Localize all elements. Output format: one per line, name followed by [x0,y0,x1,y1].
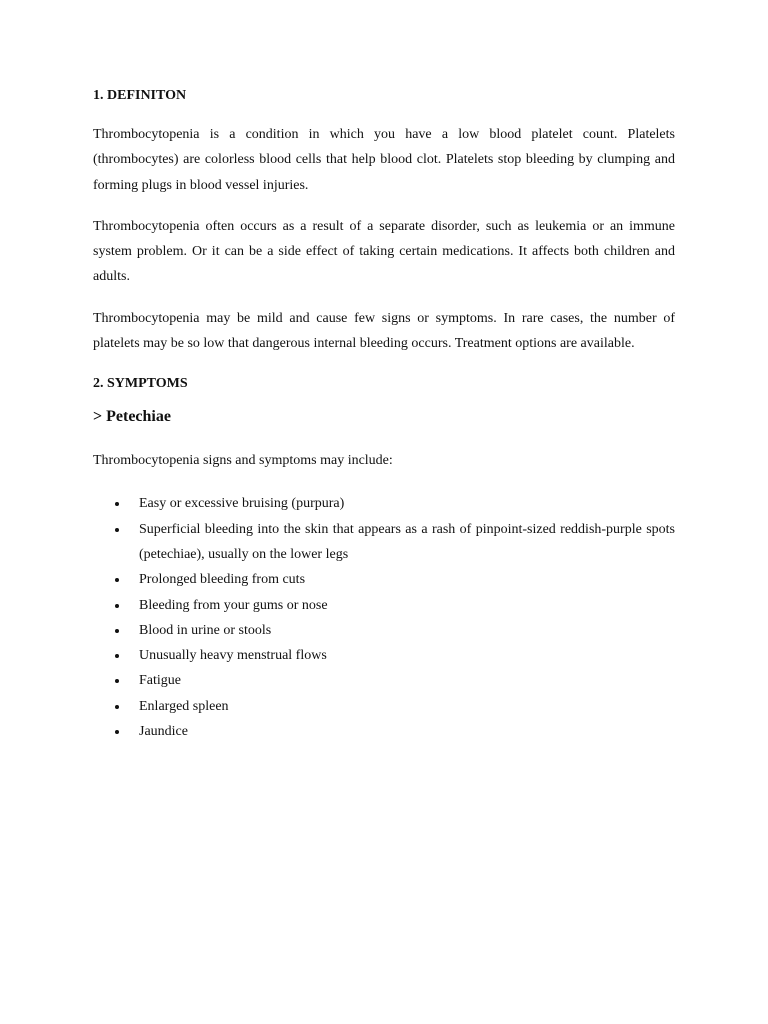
bullet-icon [115,578,119,582]
bullet-icon [115,528,119,532]
list-item-text: Bleeding from your gums or nose [139,597,328,613]
list-item [93,668,675,693]
bullet-icon [115,629,119,633]
bullet-icon [115,502,119,506]
list-item-text: Jaundice [139,724,188,740]
list-item [93,593,675,618]
bullet-icon [115,705,119,709]
subheading-petechiae: > Petechiae [93,408,171,426]
list-item-text: Prolonged bleeding from cuts [139,572,306,588]
list-item [93,618,675,643]
causes-paragraph: Thrombocytopenia often occurs as a result of a separate disorder, such as leukemia or an immune system problem. Or it can be a side effect of taking certain medications. It affects both children and adults. [93,218,675,285]
document-page [93,84,675,744]
bullet-icon [115,654,119,658]
list-item-text: Blood in urine or stools [139,622,272,638]
list-item [93,567,675,592]
list-item [93,719,675,744]
list-item [93,517,675,568]
section-heading-definition: 1. DEFINITON [93,88,187,103]
bullet-icon [115,604,119,608]
list-item-text: Fatigue [139,673,181,689]
list-item [93,643,675,668]
section-heading-symptoms: 2. SYMPTOMS [93,376,188,392]
symptoms-intro: Thrombocytopenia signs and symptoms may include: [93,453,393,469]
symptoms-list [93,491,675,744]
list-item-text: Unusually heavy menstrual flows [139,648,327,664]
list-item [93,491,675,516]
bullet-icon [115,730,119,734]
definition-paragraph: Thrombocytopenia is a condition in which you have a low blood platelet count. Platelets (thrombocytes) are colorless blood cells that help blood clot. Platelets stop bleeding by clumping and forming plugs in blood vessel injuries. [93,127,675,193]
severity-paragraph: Thrombocytopenia may be mild and cause few signs or symptoms. In rare cases, the number of platelets may be so low that dangerous internal bleeding occurs. Treatment options are available. [93,310,675,352]
list-item-text: Superficial bleeding into the skin that appears as a rash of pinpoint-sized reddish-purple spots (petechiae), usually on the lower legs [139,521,675,562]
list-item-text: Enlarged spleen [139,698,229,714]
bullet-icon [115,679,119,683]
list-item-text: Easy or excessive bruising (purpura) [139,496,345,512]
list-item [93,694,675,719]
